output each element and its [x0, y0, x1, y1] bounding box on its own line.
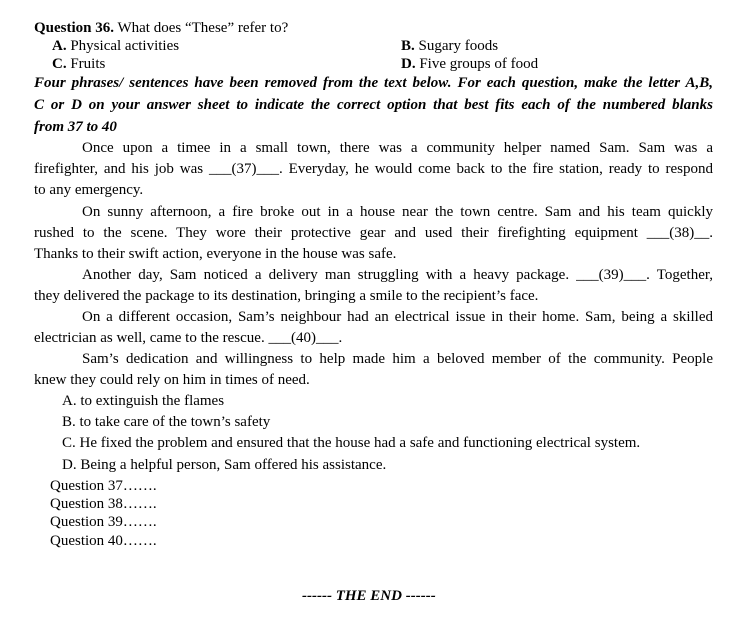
- instructions-line-2: C or D on your answer sheet to indicate the correct option that best fits each of the numbered blanks: [34, 97, 713, 113]
- option-text: Sugary foods: [414, 38, 499, 54]
- option-d: D. Being a helpful person, Sam offered his assistance.: [62, 457, 387, 473]
- question-36-option-a: [52, 37, 179, 55]
- option-text: Fruits: [66, 56, 106, 72]
- question-36-option-d: [401, 55, 538, 73]
- passage-line-10: electrician as well, came to the rescue. ___(40)___.: [34, 330, 343, 346]
- passage-line-7: Another day, Sam noticed a delivery man struggling with a heavy package. ___(39)___. Together,: [82, 267, 713, 283]
- option-a: A. to extinguish the flames: [62, 393, 225, 409]
- question-36-label: Question 36.: [34, 20, 115, 36]
- option-letter: D.: [401, 56, 416, 72]
- question-36-option-c: [52, 55, 105, 73]
- passage-line-8: they delivered the package to its destination, bringing a smile to the recipient’s face.: [34, 288, 539, 304]
- passage-line-2: firefighter, and his job was ___(37)___. Everyday, he would come back to the fire station, ready to respond: [34, 161, 713, 177]
- passage-line-12: knew they could rely on him in times of need.: [34, 372, 310, 388]
- question-36-option-b: [401, 37, 498, 55]
- passage-line-9: On a different occasion, Sam’s neighbour had an electrical issue in their home. Sam, being a skilled: [82, 309, 713, 325]
- answer-question-38: Question 38…….: [50, 496, 157, 512]
- option-b: B. to take care of the town’s safety: [62, 414, 271, 430]
- passage-line-5: rushed to the scene. They wore their protective gear and used their firefighting equipment ___(38)__.: [34, 225, 713, 241]
- passage-line-11: Sam’s dedication and willingness to help made him a beloved member of the community. People: [82, 351, 713, 367]
- answer-question-37: Question 37…….: [50, 478, 157, 494]
- passage-line-6: Thanks to their swift action, everyone in the house was safe.: [34, 246, 397, 262]
- option-text: Five groups of food: [415, 56, 539, 72]
- the-end: ------ THE END ------: [302, 588, 436, 604]
- passage-line-4: On sunny afternoon, a fire broke out in a house near the town centre. Sam and his team quickly: [82, 204, 713, 220]
- question-36-stem: [34, 19, 288, 37]
- question-36-text: What does “These” refer to?: [114, 20, 289, 36]
- option-text: Physical activities: [66, 38, 180, 54]
- option-letter: C.: [52, 56, 67, 72]
- option-c: C. He fixed the problem and ensured that the house had a safe and functioning electrical system.: [62, 435, 641, 451]
- instructions-line-1: Four phrases/ sentences have been removed from the text below. For each question, make the letter A,B,: [34, 75, 713, 91]
- option-letter: A.: [52, 38, 67, 54]
- instructions-line-3: from 37 to 40: [34, 119, 117, 135]
- answer-question-39: Question 39…….: [50, 514, 157, 530]
- option-letter: B.: [401, 38, 415, 54]
- passage-line-3: to any emergency.: [34, 182, 144, 198]
- answer-question-40: Question 40…….: [50, 533, 157, 549]
- passage-line-1: Once upon a timee in a small town, there was a community helper named Sam. Sam was a: [82, 140, 713, 156]
